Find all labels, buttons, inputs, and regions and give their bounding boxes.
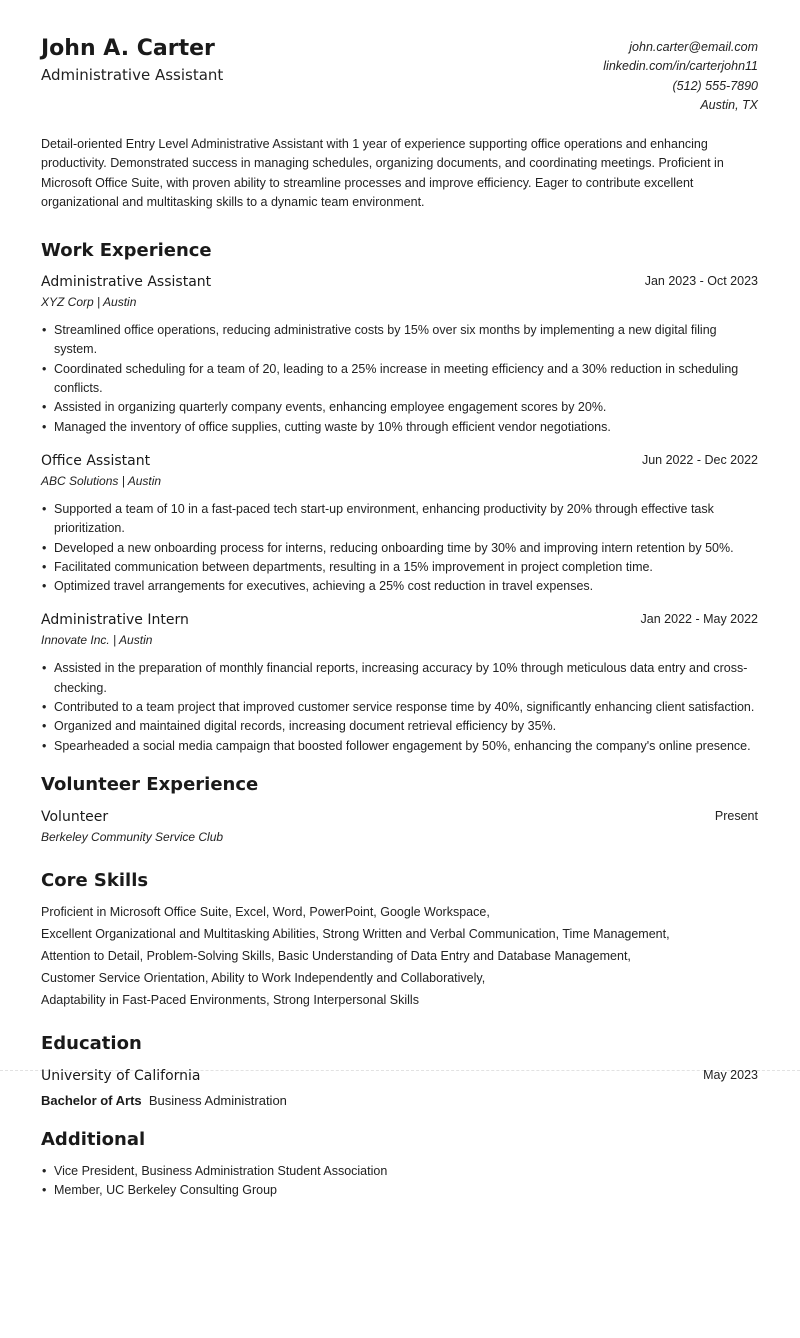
bullet-icon: • bbox=[42, 719, 47, 734]
volunteer-date: Present bbox=[714, 808, 758, 823]
bullet-icon: • bbox=[42, 559, 47, 574]
job-company: ABC Solutions | Austin bbox=[41, 473, 162, 488]
bullet-icon: • bbox=[42, 361, 47, 376]
contact-phone: (512) 555-7890 bbox=[672, 78, 758, 93]
contact-linkedin[interactable]: linkedin.com/in/carterjohn11 bbox=[603, 59, 758, 74]
list-item bbox=[41, 418, 758, 437]
list-item bbox=[41, 717, 758, 736]
graduation-date: May 2023 bbox=[703, 1067, 758, 1082]
list-item bbox=[41, 1162, 758, 1181]
list-item bbox=[41, 1181, 758, 1200]
bullet-icon: • bbox=[42, 540, 47, 555]
bullet-text: Spearheaded a social media campaign that boosted follower engagement by 50%, enhancing the company's online presence. bbox=[54, 738, 751, 753]
job-company: XYZ Corp | Austin bbox=[41, 295, 137, 310]
bullet-text: Supported a team of 10 in a fast-paced tech start-up environment, enhancing productivity by 20% through effective task prioritization. bbox=[54, 501, 714, 536]
candidate-title: Administrative Assistant bbox=[41, 66, 224, 84]
contact-location: Austin, TX bbox=[700, 97, 758, 112]
core-skills-list bbox=[41, 901, 758, 1011]
skills-line: Customer Service Orientation, Ability to Work Independently and Collaboratively, bbox=[41, 970, 486, 985]
bullet-icon: • bbox=[42, 700, 47, 715]
volunteer-entry bbox=[41, 807, 758, 847]
education-entry bbox=[41, 1066, 758, 1110]
bullet-text: Developed a new onboarding process for interns, reducing onboarding time by 30% and improving intern retention by 50%. bbox=[54, 540, 734, 555]
job-date: Jan 2023 - Oct 2023 bbox=[644, 274, 758, 289]
bullet-text: Optimized travel arrangements for executives, achieving a 25% cost reduction in travel expenses. bbox=[54, 579, 594, 594]
job-entry-3 bbox=[41, 610, 758, 755]
degree-line bbox=[41, 1092, 758, 1110]
professional-summary: Detail-oriented Entry Level Administrative Assistant with 1 year of experience supporting office operations and enhancing productivity. Demonstrated success in managing schedules, organizing documents, and coordinating meetings. Proficient in Microsoft Office Suite, with proven ability to streamline processes and improve efficiency. Eager to contribute excellent organizational and multitasking skills to a dynamic team environment. bbox=[41, 137, 724, 209]
bullet-text: Coordinated scheduling for a team of 20, leading to a 25% increase in meeting efficiency and a 30% reduction in scheduling conflicts. bbox=[54, 361, 739, 396]
job-date: Jun 2022 - Dec 2022 bbox=[641, 452, 758, 467]
core-skills-heading: Core Skills bbox=[41, 869, 149, 891]
degree-field: Business Administration bbox=[148, 1092, 287, 1108]
skills-line: Proficient in Microsoft Office Suite, Excel, Word, PowerPoint, Google Workspace, bbox=[41, 904, 490, 919]
list-item bbox=[41, 558, 758, 577]
skills-line: Attention to Detail, Problem-Solving Skills, Basic Understanding of Data Entry and Database Management, bbox=[41, 948, 631, 963]
list-item bbox=[41, 500, 758, 539]
bullet-text: Facilitated communication between departments, resulting in a 15% improvement in project completion time. bbox=[54, 559, 653, 574]
bullet-icon: • bbox=[42, 400, 47, 415]
job-entry-2 bbox=[41, 451, 758, 596]
bullet-text: Contributed to a team project that improved customer service response time by 40%, significantly enhancing client satisfaction. bbox=[54, 700, 755, 715]
contact-block bbox=[603, 38, 758, 115]
job-title: Administrative Intern bbox=[41, 612, 189, 629]
bullet-text: Assisted in the preparation of monthly financial reports, increasing accuracy by 10% through meticulous data entry and cross-checking. bbox=[54, 661, 748, 695]
bullet-text: Managed the inventory of office supplies, cutting waste by 10% through efficient vendor negotiations. bbox=[54, 419, 611, 434]
list-item bbox=[41, 360, 758, 399]
job-company: Innovate Inc. | Austin bbox=[41, 633, 153, 648]
list-item bbox=[41, 398, 758, 417]
job-title: Administrative Assistant bbox=[41, 274, 212, 291]
bullet-icon: • bbox=[42, 738, 47, 753]
candidate-name: John A. Carter bbox=[41, 36, 215, 61]
job-entry-1 bbox=[41, 272, 758, 437]
school-name: University of California bbox=[41, 1067, 201, 1084]
bullet-text: Vice President, Business Administration Student Association bbox=[54, 1163, 388, 1178]
bullet-text: Assisted in organizing quarterly company events, enhancing employee engagement scores by 20%. bbox=[54, 400, 607, 415]
volunteer-heading: Volunteer Experience bbox=[41, 773, 259, 795]
education-heading: Education bbox=[41, 1032, 142, 1054]
bullet-icon: • bbox=[42, 419, 47, 434]
list-item bbox=[41, 577, 758, 596]
bullet-icon: • bbox=[42, 501, 47, 516]
bullet-icon: • bbox=[42, 323, 47, 338]
bullet-text: Member, UC Berkeley Consulting Group bbox=[54, 1183, 278, 1198]
list-item bbox=[41, 539, 758, 558]
degree-name: Bachelor of Arts bbox=[41, 1092, 142, 1108]
list-item bbox=[41, 698, 758, 717]
bullet-text: Streamlined office operations, reducing administrative costs by 15% over six months by implementing a new digital filing system. bbox=[54, 323, 717, 357]
list-item bbox=[41, 321, 758, 360]
volunteer-title: Volunteer bbox=[41, 808, 109, 825]
list-item bbox=[41, 659, 758, 698]
work-experience-heading: Work Experience bbox=[41, 240, 212, 262]
job-bullets bbox=[41, 321, 758, 437]
list-item bbox=[41, 737, 758, 756]
job-bullets bbox=[41, 500, 758, 596]
skills-line: Excellent Organizational and Multitasking Abilities, Strong Written and Verbal Communication, Time Management, bbox=[41, 926, 670, 941]
job-date: Jan 2022 - May 2022 bbox=[640, 612, 758, 627]
contact-email[interactable]: john.carter@email.com bbox=[629, 40, 758, 54]
additional-heading: Additional bbox=[41, 1128, 146, 1150]
bullet-icon: • bbox=[42, 579, 47, 594]
volunteer-org: Berkeley Community Service Club bbox=[41, 829, 224, 844]
skills-line: Adaptability in Fast-Paced Environments, Strong Interpersonal Skills bbox=[41, 992, 419, 1007]
resume-page bbox=[41, 34, 758, 1201]
job-title: Office Assistant bbox=[41, 452, 151, 469]
bullet-icon: • bbox=[42, 1183, 47, 1198]
additional-list bbox=[41, 1162, 758, 1201]
bullet-icon: • bbox=[42, 1163, 47, 1178]
bullet-icon: • bbox=[42, 661, 47, 676]
bullet-text: Organized and maintained digital records, increasing document retrieval efficiency by 35%. bbox=[54, 719, 557, 734]
resume-header bbox=[41, 34, 758, 124]
job-bullets bbox=[41, 659, 758, 755]
